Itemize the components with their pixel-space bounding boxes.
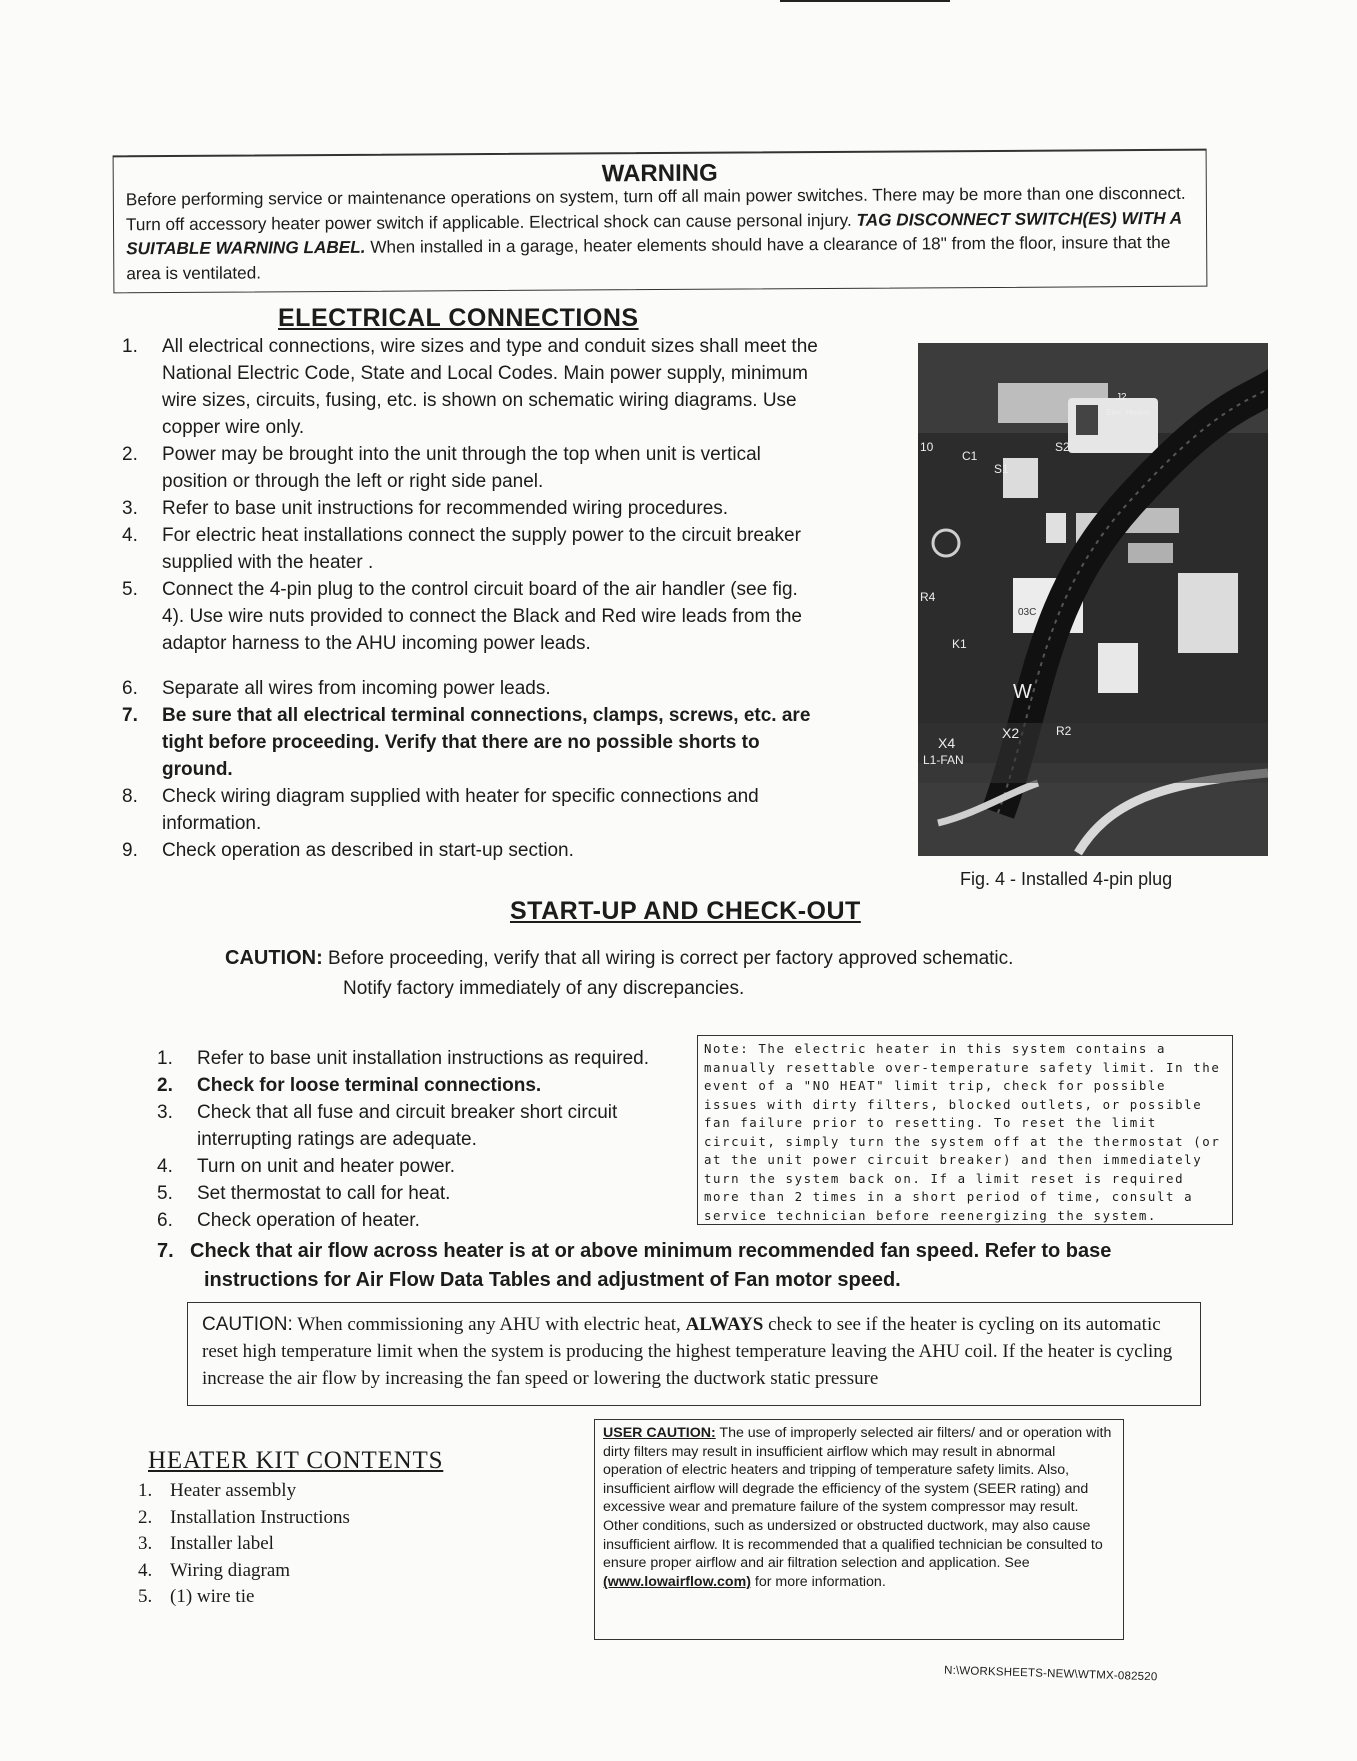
item-number: 4. bbox=[122, 525, 138, 546]
item-text: (1) wire tie bbox=[170, 1586, 255, 1607]
item-number: 1. bbox=[138, 1480, 153, 1501]
heater-kit-title: HEATER KIT CONTENTS bbox=[148, 1447, 444, 1474]
item-text: Wiring diagram bbox=[170, 1559, 291, 1581]
svg-text:L1-FAN: L1-FAN bbox=[923, 753, 964, 767]
item-text: Set thermostat to call for heat. bbox=[197, 1183, 451, 1204]
caution-label: CAUTION: bbox=[202, 1314, 293, 1335]
svg-text:X2: X2 bbox=[1002, 725, 1020, 741]
svg-text:03C: 03C bbox=[1018, 607, 1037, 618]
list-item bbox=[122, 495, 822, 522]
item-text: Connect the 4-pin plug to the control circuit board of the air handler (see fig. 4). Use wire nuts provided to connect the Black and Red wire leads from the adaptor harness to the AHU incoming power leads. bbox=[162, 579, 802, 654]
svg-text:10: 10 bbox=[920, 440, 934, 454]
user-caution-label: USER CAUTION: bbox=[603, 1425, 716, 1441]
list-item bbox=[157, 1099, 697, 1153]
electrical-connections-title: ELECTRICAL CONNECTIONS bbox=[278, 304, 639, 332]
item-number: 1. bbox=[157, 1048, 173, 1069]
list-item bbox=[157, 1072, 697, 1099]
svg-text:S1: S1 bbox=[994, 462, 1009, 476]
user-caution-end: for more information. bbox=[754, 1573, 886, 1590]
list-item bbox=[122, 576, 822, 657]
item-number: 3. bbox=[157, 1102, 173, 1123]
item-text: Be sure that all electrical terminal connections, clamps, screws, etc. are tight before proceeding. Verify that there are no possible shorts to ground. bbox=[162, 705, 811, 780]
svg-text:R4: R4 bbox=[920, 590, 936, 604]
warning-title: WARNING bbox=[601, 159, 718, 188]
step7-line2: instructions for Air Flow Data Tables and adjustment of Fan motor speed. bbox=[204, 1269, 901, 1291]
item-text: Turn on unit and heater power. bbox=[197, 1156, 456, 1177]
document-path: N:\WORKSHEETS-NEW\WTMX-082520 bbox=[943, 1664, 1158, 1684]
item-number: 9. bbox=[122, 840, 138, 861]
lowairflow-link[interactable]: (www.lowairflow.com) bbox=[603, 1573, 751, 1590]
caution-label: CAUTION: bbox=[225, 947, 323, 969]
item-number: 3. bbox=[122, 498, 138, 519]
item-text: Refer to base unit instructions for recommended wiring procedures. bbox=[162, 498, 729, 519]
item-text: Check operation as described in start-up section. bbox=[162, 840, 574, 861]
warning-text-part2: When installed in a garage, heater elements should have a clearance of 18" from the floor, insure that the area is ventilated. bbox=[126, 231, 1171, 283]
user-caution-box bbox=[594, 1419, 1124, 1640]
item-number: 7. bbox=[122, 705, 138, 726]
figure-caption: Fig. 4 - Installed 4-pin plug bbox=[960, 869, 1173, 889]
svg-text:C1: C1 bbox=[962, 449, 978, 463]
startup-title: START-UP AND CHECK-OUT bbox=[510, 897, 861, 925]
item-number: 1. bbox=[122, 336, 138, 357]
svg-text:X4: X4 bbox=[938, 735, 956, 751]
startup-list bbox=[157, 1045, 697, 1234]
list-item bbox=[138, 1584, 538, 1611]
item-text: Check operation of heater. bbox=[197, 1210, 420, 1231]
step7-line1: Check that air flow across heater is at or above minimum recommended fan speed. Refer to base bbox=[190, 1240, 1112, 1262]
item-text: Separate all wires from incoming power leads. bbox=[162, 678, 551, 699]
svg-text:W: W bbox=[1013, 681, 1032, 703]
svg-text:S2: S2 bbox=[1055, 440, 1070, 454]
caution-line1: Before proceeding, verify that all wiring is correct per factory approved schematic. bbox=[328, 948, 1014, 969]
svg-text:Elec. Heater: Elec. Heater bbox=[1106, 408, 1151, 417]
list-item bbox=[157, 1045, 697, 1072]
item-text: Installer label bbox=[170, 1533, 274, 1554]
item-number: 5. bbox=[157, 1183, 173, 1204]
item-text: Check for loose terminal connections. bbox=[197, 1075, 542, 1096]
svg-text:R2: R2 bbox=[1056, 724, 1072, 738]
item-number: 6. bbox=[157, 1210, 173, 1231]
list-item bbox=[157, 1207, 697, 1234]
list-item bbox=[122, 522, 822, 576]
warning-text bbox=[126, 181, 1197, 286]
commissioning-caution-box bbox=[187, 1302, 1201, 1406]
item-number: 2. bbox=[122, 444, 138, 465]
list-item bbox=[138, 1478, 538, 1505]
item-number: 5. bbox=[138, 1586, 153, 1607]
item-number: 7. bbox=[157, 1240, 174, 1262]
list-item bbox=[138, 1558, 538, 1585]
startup-step-7 bbox=[157, 1237, 1217, 1295]
electrical-list bbox=[122, 333, 822, 864]
list-item bbox=[138, 1531, 538, 1558]
item-number: 5. bbox=[122, 579, 138, 600]
top-edge-mark bbox=[780, 0, 950, 2]
list-item bbox=[122, 702, 822, 783]
caution-line2: Notify factory immediately of any discrepancies. bbox=[343, 978, 745, 999]
limit-reset-note: Note: The electric heater in this system contains a manually resettable over-temperature safety limit. In the event of a "NO HEAT" limit trip, check for possible issues with dirty filters, blocked outlets, or possible fan failure prior to resetting. To reset the limit circuit, simply turn the system off at the thermostat (or at the unit power circuit breaker) and then immediately turn the system back on. If a limit reset is required more than 2 times in a short period of time, consult a service technician before reenergizing the system. bbox=[697, 1035, 1233, 1225]
item-number: 3. bbox=[138, 1533, 153, 1554]
item-text: Power may be brought into the unit through the top when unit is vertical position or through the left or right side panel. bbox=[162, 444, 761, 492]
item-text: All electrical connections, wire sizes and type and conduit sizes shall meet the National Electric Code, State and Local Codes. Main power supply, minimum wire sizes, circuits, fusing, etc. is shown on schematic wiring diagrams. Use copper wire only. bbox=[162, 336, 818, 438]
installed-plug-photo bbox=[918, 343, 1268, 856]
caution2-always: ALWAYS bbox=[685, 1314, 764, 1335]
list-item bbox=[122, 675, 822, 702]
warning-box bbox=[113, 149, 1208, 294]
list-item bbox=[122, 441, 822, 495]
list-item bbox=[122, 333, 822, 441]
warning-text-part1: Before performing service or maintenance operations on system, turn off all main power switches. There may be more than one disconnect. Turn off accessory heater power switch if applicable. Electrical shock can cause personal injury. bbox=[125, 182, 1186, 234]
svg-text:K1: K1 bbox=[952, 637, 967, 651]
caution2-text1: When commissioning any AHU with electric heat, bbox=[297, 1314, 681, 1335]
item-text: Heater assembly bbox=[170, 1480, 297, 1501]
warning-tag-instruction: TAG DISCONNECT SWITCH(ES) WITH A SUITABLE WARNING LABEL. bbox=[126, 207, 1182, 259]
caution2-text2: check to see if the heater is cycling on its automatic reset high temperature limit when the system is producing the highest temperature leaving the AHU coil. If the heater is cycling increase the air flow by increasing the fan speed or lowering the ductwork static pressure bbox=[202, 1314, 1173, 1389]
item-number: 8. bbox=[122, 786, 138, 807]
heater-kit-list bbox=[138, 1478, 538, 1611]
item-number: 4. bbox=[138, 1559, 153, 1581]
user-caution-text: The use of improperly selected air filters/ and or operation with dirty filters may result in insufficient airflow which may result in abnormal operation of electric heaters and tripping of temperature safety limits. Also, insufficient airflow will degrade the efficiency of the system (SEER rating) and excessive wear and premature failure of the system compressor may result. Other conditions, such as undersized or obstructed ductwork, may also cause insufficient airflow. It is recommended that a qualified technician be consulted to ensure proper airflow and air filtration selection and application. See bbox=[603, 1425, 1112, 1572]
item-text: Check that all fuse and circuit breaker short circuit interrupting ratings are adequate. bbox=[197, 1102, 618, 1150]
item-number: 4. bbox=[157, 1156, 173, 1177]
item-number: 6. bbox=[122, 678, 138, 699]
item-text: Check wiring diagram supplied with heater for specific connections and information. bbox=[162, 786, 759, 834]
startup-caution bbox=[225, 943, 1125, 1004]
list-item bbox=[157, 1153, 697, 1180]
item-text: Installation Instructions bbox=[170, 1506, 350, 1528]
svg-text:J2: J2 bbox=[1116, 392, 1127, 403]
item-text: Refer to base unit installation instructions as required. bbox=[197, 1048, 650, 1069]
list-item bbox=[157, 1180, 697, 1207]
item-number: 2. bbox=[157, 1075, 173, 1096]
item-number: 2. bbox=[138, 1506, 153, 1528]
item-text: For electric heat installations connect the supply power to the circuit breaker supplied with the heater . bbox=[162, 525, 801, 573]
list-item bbox=[122, 783, 822, 837]
circuit-board-illustration bbox=[918, 343, 1268, 856]
list-item bbox=[138, 1505, 538, 1532]
list-item bbox=[122, 837, 822, 864]
